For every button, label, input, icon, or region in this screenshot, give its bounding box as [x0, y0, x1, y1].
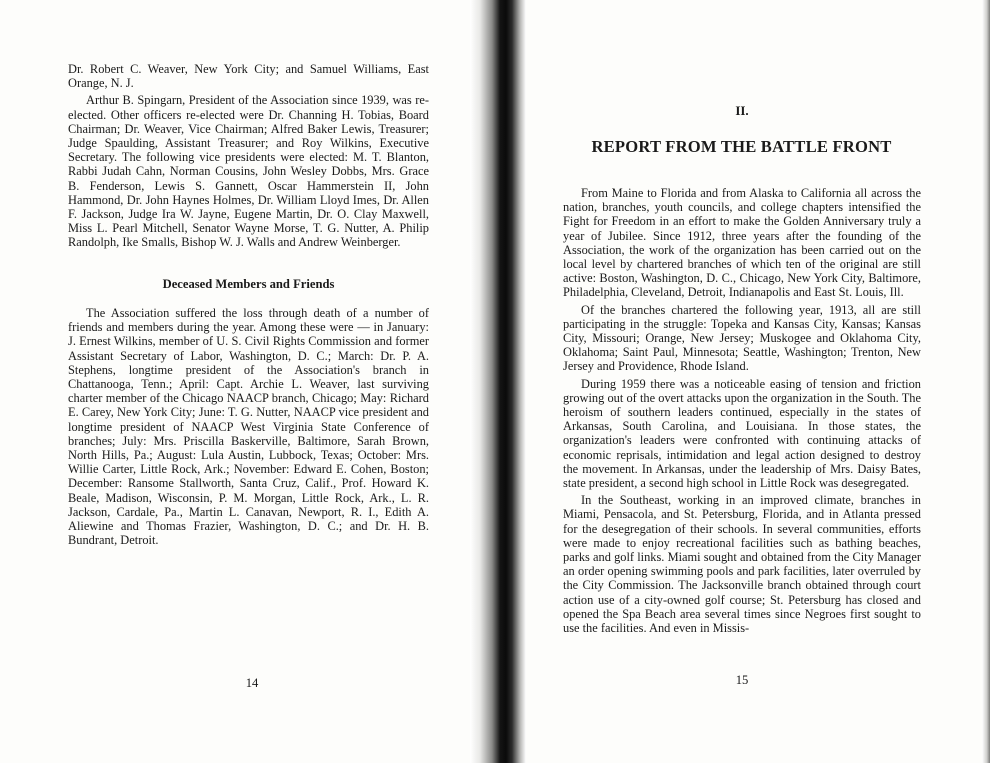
page-number-right: 15 — [735, 673, 749, 687]
page-number-left: 14 — [245, 676, 259, 690]
page-title: REPORT FROM THE BATTLE FRONT — [591, 137, 892, 156]
left-page-officers-text — [68, 62, 429, 253]
left-page-deceased-text — [68, 306, 429, 550]
paragraph: During 1959 there was a noticeable easing of tension and friction growing out of the overt attacks upon the organization in the South. The heroism of southern leaders continued, especially in the states of Arkansas, South Carolina, and Louisiana. In those states, the organization's leaders were confronted with continuing attacks of economic reprisals, intimidation and legal action designed to destroy the movement. In Arkansas, under the leadership of Mrs. Daisy Bates, state president, a second high school in Little Rock was desegregated. — [563, 376, 921, 491]
paragraph: Of the branches chartered the following year, 1913, all are still participating in the struggle: Topeka and Kansas City, Kansas; Kansas City, Missouri; Orange, New Jersey; Muskogee and Oklahoma City, Oklahoma; Saint Paul, Minnesota; Seattle, Washington; Trenton, New Jersey and Providence, Rhode Island. — [563, 302, 921, 374]
right-page-body-text — [563, 186, 921, 638]
paragraph: Dr. Robert C. Weaver, New York City; and Samuel Williams, East Orange, N. J. — [68, 62, 429, 91]
paragraph: From Maine to Florida and from Alaska to California all across the nation, branches, youth councils, and college chapters intensified the Fight for Freedom in an effort to make the Golden Anniversary truly a year of Jubilee. Since 1912, three years after the founding of the Association, the work of the organization has been carried out on the local level by chartered branches of which ten of the original are still active: Boston, Washington, D. C., Chicago, New York City, Baltimore, Philadelphia, Cleveland, Detroit, Indianapolis and East St. Louis, Ill. — [563, 186, 921, 300]
paragraph: In the Southeast, working in an improved climate, branches in Miami, Pensacola, and St. Petersburg, Florida, and in Atlanta pressed for the desegregation of their schools. In several communities, efforts were made to enjoy recreational facilities such as bathing beaches, parks and golf links. Miami sought and obtained from the City Manager an order opening swimming pools and park facilities, later overruled by the City Commission. The Jacksonville branch obtained through court action use of a city-owned golf course; St. Petersburg has closed and opened the Spa Beach area several times since Negroes first sought to use the facilities. And even in Missis- — [563, 493, 921, 636]
book-binding-gutter — [470, 0, 526, 763]
page-edge-shadow — [982, 0, 990, 763]
section-heading: Deceased Members and Friends — [162, 277, 335, 291]
paragraph: Arthur B. Spingarn, President of the Association since 1939, was re-elected. Other officers re-elected were Dr. Channing H. Tobias, Board Chairman; Dr. Weaver, Vice Chairman; Alfred Baker Lewis, Treasurer; Judge Spaulding, Assistant Treasurer; and Roy Wilkins, Executive Secretary. The following vice presidents were elected: M. T. Blanton, Rabbi Judah Cahn, Norman Cousins, John Wesley Dobbs, Mrs. Grace B. Fenderson, Lewis S. Gannett, Oscar Hammerstein II, John Hammond, Dr. John Haynes Holmes, Dr. William Lloyd Imes, Dr. Allen F. Jackson, Judge Ira W. Jayne, Eugene Martin, Dr. O. Clay Maxwell, Miss L. Pearl Mitchell, Senator Wayne Morse, T. G. Nutter, A. Philip Randolph, Ike Smalls, Bishop W. J. Walls and Andrew Weinberger. — [68, 93, 429, 250]
section-numeral: II. — [735, 103, 749, 118]
paragraph: The Association suffered the loss through death of a number of friends and members during the year. Among these were — in January: J. Ernest Wilkins, member of U. S. Civil Rights Commission and former Assistant Secretary of Labor, Washington, D. C.; March: Dr. P. A. Stephens, longtime president of the Association's branch in Chattanooga, Tenn.; April: Capt. Archie L. Weaver, last surviving charter member of the Chicago NAACP branch, Chicago; May: Richard E. Carey, New York City; June: T. G. Nutter, NAACP vice president and longtime president of NAACP West Virginia State Conference of branches; July: Mrs. Priscilla Baskerville, Baltimore, Sarah Brown, North Hills, Pa.; August: Lula Austin, Lubbock, Texas; October: Mrs. Willie Carter, Little Rock, Ark.; November: Edward E. Cohen, Boston; December: Ransome Stallworth, Santa Cruz, Calif., Prof. Howard K. Beale, Madison, Wisconsin, P. M. Morgan, Little Rock, Ark., L. R. Jackson, Cardale, Pa., Martin L. Canavan, Newport, R. I., Edith A. Aliewine and Thomas Frazier, Washington, D. C.; and Dr. H. B. Bundrant, Detroit. — [68, 306, 429, 548]
